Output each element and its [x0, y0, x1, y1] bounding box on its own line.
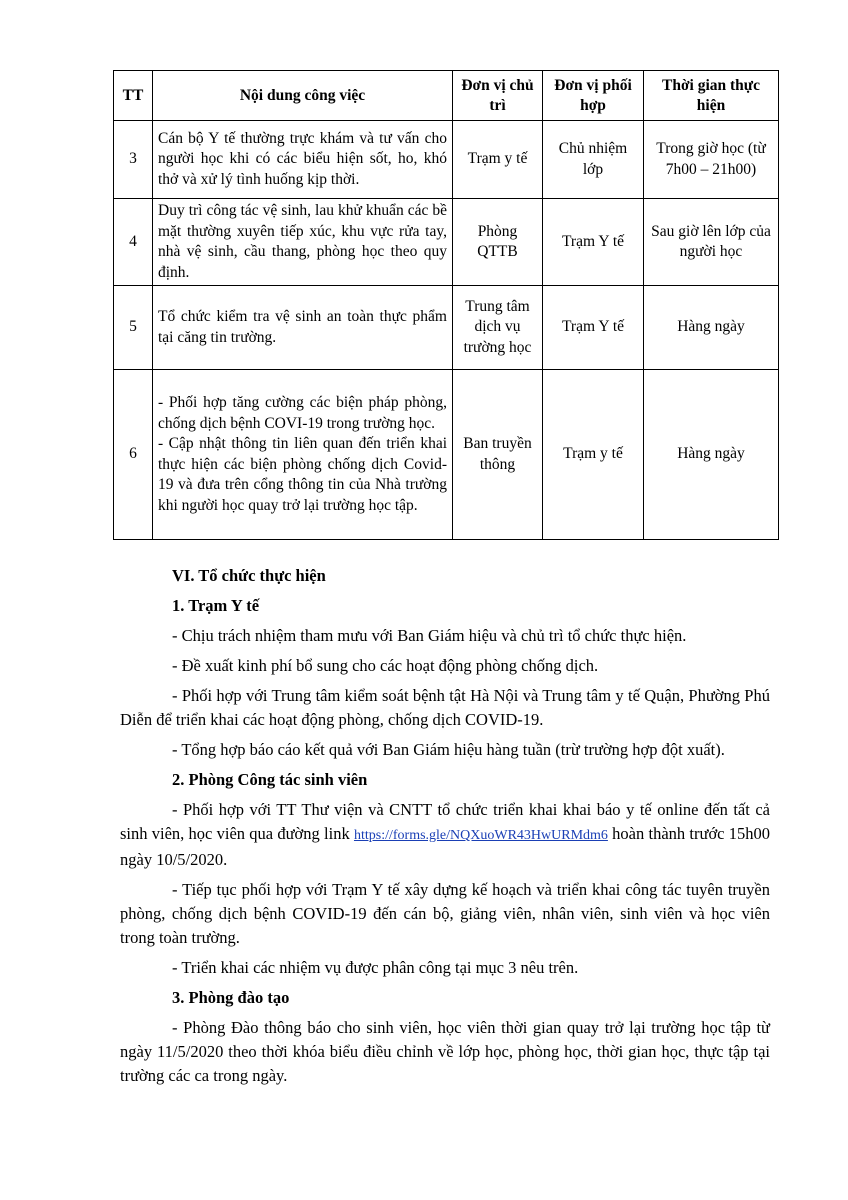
cell-time: Trong giờ học (từ 7h00 – 21h00) — [644, 121, 779, 199]
paragraph: - Triển khai các nhiệm vụ được phân công tại mục 3 nêu trên. — [172, 958, 579, 977]
cell-lead: Ban truyền thông — [453, 370, 543, 540]
header-coord: Đơn vị phối hợp — [543, 71, 644, 121]
header-time: Thời gian thực hiện — [644, 71, 779, 121]
cell-coord: Trạm Y tế — [543, 199, 644, 286]
paragraph: - Phòng Đào thông báo cho sinh viên, học viên thời gian quay trở lại trường học tập từ ngày 11/5/2020 theo thời khóa biểu điều chỉnh về lớp học, phòng học, thời gian học, thực tập tại trường các ca trong ngày. — [120, 1018, 770, 1085]
cell-content: Tổ chức kiểm tra vệ sinh an toàn thực phẩm tại căng tin trường. — [153, 286, 453, 370]
content-item: - Cập nhật thông tin liên quan đến triển khai thực hiện các biện phòng chống dịch Covid-19 và đưa trên cổng thông tin của Nhà trường khi người học quay trở lại trường học tập. — [158, 435, 447, 514]
table-row — [114, 370, 779, 540]
cell-content — [153, 370, 453, 540]
cell-tt: 5 — [114, 286, 153, 370]
cell-tt: 4 — [114, 199, 153, 286]
cell-content: Cán bộ Y tế thường trực khám và tư vấn cho người học khi có các biểu hiện sốt, ho, khó thở và xử lý tình huống kịp thời. — [153, 121, 453, 199]
cell-coord: Trạm Y tế — [543, 286, 644, 370]
section-title: VI. Tổ chức thực hiện — [172, 566, 326, 585]
cell-coord: Trạm y tế — [543, 370, 644, 540]
cell-lead: Trung tâm dịch vụ trường học — [453, 286, 543, 370]
paragraph: - Đề xuất kinh phí bổ sung cho các hoạt động phòng chống dịch. — [172, 656, 599, 675]
cell-tt: 3 — [114, 121, 153, 199]
paragraph: - Phối hợp với Trung tâm kiểm soát bệnh tật Hà Nội và Trung tâm y tế Quận, Phường Phú Diễn để triển khai các hoạt động phòng, chống dịch COVID-19. — [120, 686, 770, 729]
content-item: - Phối hợp tăng cường các biện pháp phòng, chống dịch bệnh COVI-19 trong trường học. — [158, 394, 447, 432]
task-table — [113, 70, 779, 540]
cell-lead: Phòng QTTB — [453, 199, 543, 286]
cell-coord: Chủ nhiệm lớp — [543, 121, 644, 199]
table-row — [114, 199, 779, 286]
body-text — [120, 564, 770, 1094]
table-row — [114, 286, 779, 370]
cell-time: Hàng ngày — [644, 286, 779, 370]
table-row — [114, 121, 779, 199]
subsection-title: 1. Trạm Y tế — [172, 596, 260, 615]
paragraph — [120, 798, 770, 872]
subsection-title: 3. Phòng đào tạo — [172, 988, 290, 1007]
subsection-title: 2. Phòng Công tác sinh viên — [172, 770, 368, 789]
cell-tt: 6 — [114, 370, 153, 540]
cell-lead: Trạm y tế — [453, 121, 543, 199]
paragraph-text: hoàn thành trước 15h00 ngày 10/5/2020. — [120, 824, 770, 869]
cell-time: Sau giờ lên lớp của người học — [644, 199, 779, 286]
cell-content: Duy trì công tác vệ sinh, lau khử khuẩn các bề mặt thường xuyên tiếp xúc, khu vực rửa tay, nhà vệ sinh, cầu thang, phòng học theo quy định. — [153, 199, 453, 286]
paragraph-text: - Phối hợp với TT Thư viện và CNTT tổ chức triển khai khai báo y tế online đến tất cả sinh viên, học viên qua đường link — [120, 800, 770, 843]
cell-time: Hàng ngày — [644, 370, 779, 540]
header-content: Nội dung công việc — [153, 71, 453, 121]
paragraph: - Tổng hợp báo cáo kết quả với Ban Giám hiệu hàng tuần (trừ trường hợp đột xuất). — [172, 740, 725, 759]
form-link[interactable]: https://forms.gle/NQXuoWR43HwURMdm6 — [353, 828, 608, 843]
header-lead: Đơn vị chủ trì — [453, 71, 543, 121]
table-header-row — [114, 71, 779, 121]
paragraph: - Chịu trách nhiệm tham mưu với Ban Giám hiệu và chủ trì tổ chức thực hiện. — [172, 626, 687, 645]
header-tt: TT — [114, 71, 153, 121]
paragraph: - Tiếp tục phối hợp với Trạm Y tế xây dựng kế hoạch và triển khai công tác tuyên truyền phòng, chống dịch bệnh COVID-19 đến cán bộ, giảng viên, nhân viên, sinh viên và học viên trong toàn trường. — [120, 880, 770, 947]
